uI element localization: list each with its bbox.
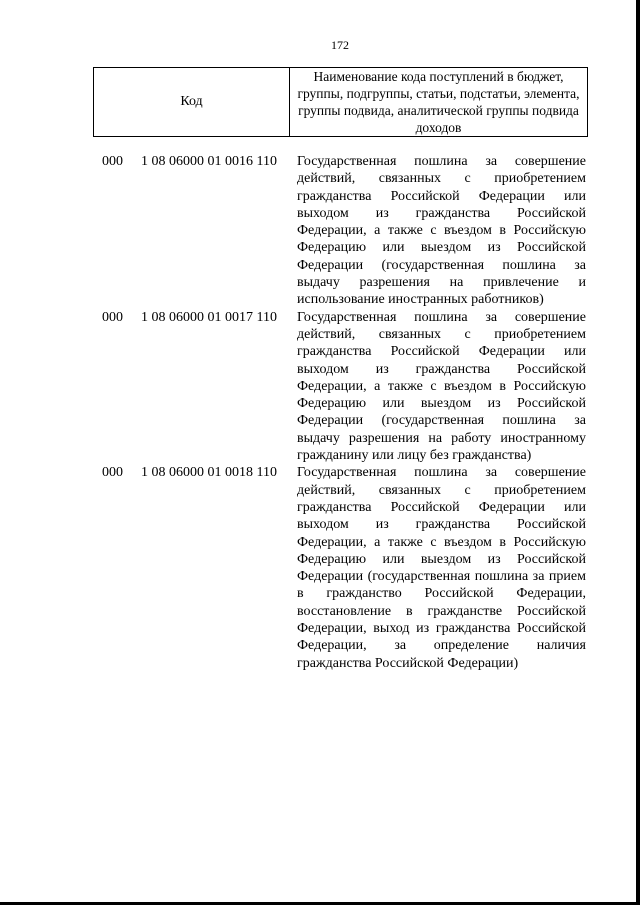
income-description: Государственная пошлина за совершение действий, связанных с приобретением гражданства Российской Федерации или выходом из гражданства Российской Федерации, а также с въездом в Российскую Федерацию или выездом из Российской Федерации (государственная пошлина за прием в гражданство Российской Федерации, восстановление в гражданстве Российской Федерации, выход из гражданства Российской Федерации, за определение наличия гражданства Российской Федерации) xyxy=(297,465,586,671)
income-description: Государственная пошлина за совершение действий, связанных с приобретением гражданства Российской Федерации или выходом из гражданства Российской Федерации, а также с въездом в Российскую Федерацию или выездом из Российской Федерации (государственная пошлина за выдачу разрешения на привлечение и использование иностранных работников) xyxy=(297,154,586,308)
admin-code: 000 xyxy=(102,154,123,169)
header-code-cell: Код xyxy=(94,68,290,136)
income-code: 1 08 06000 01 0016 110 xyxy=(141,154,277,169)
income-code: 1 08 06000 01 0018 110 xyxy=(141,465,277,481)
table-row xyxy=(0,464,640,672)
admin-code: 000 xyxy=(102,465,123,481)
table-row xyxy=(0,309,640,465)
income-code: 1 08 06000 01 0017 110 xyxy=(141,309,277,325)
header-name-cell: Наименование кода поступлений в бюджет, группы, подгруппы, статьи, подстатьи, элемента, группы подвида, аналитической группы подвида доходов xyxy=(297,69,580,135)
income-description: Государственная пошлина за совершение действий, связанных с приобретением гражданства Российской Федерации или выходом из гражданства Российской Федерации, а также с въездом в Российскую Федерацию или выездом из Российской Федерации (государственная пошлина за выдачу разрешения на работу иностранному гражданину или лицу без гражданства) xyxy=(297,309,586,464)
income-code-list xyxy=(0,153,640,672)
table-header xyxy=(93,67,588,137)
page-number: 172 xyxy=(331,38,349,52)
table-row xyxy=(0,153,640,309)
admin-code: 000 xyxy=(102,309,123,325)
